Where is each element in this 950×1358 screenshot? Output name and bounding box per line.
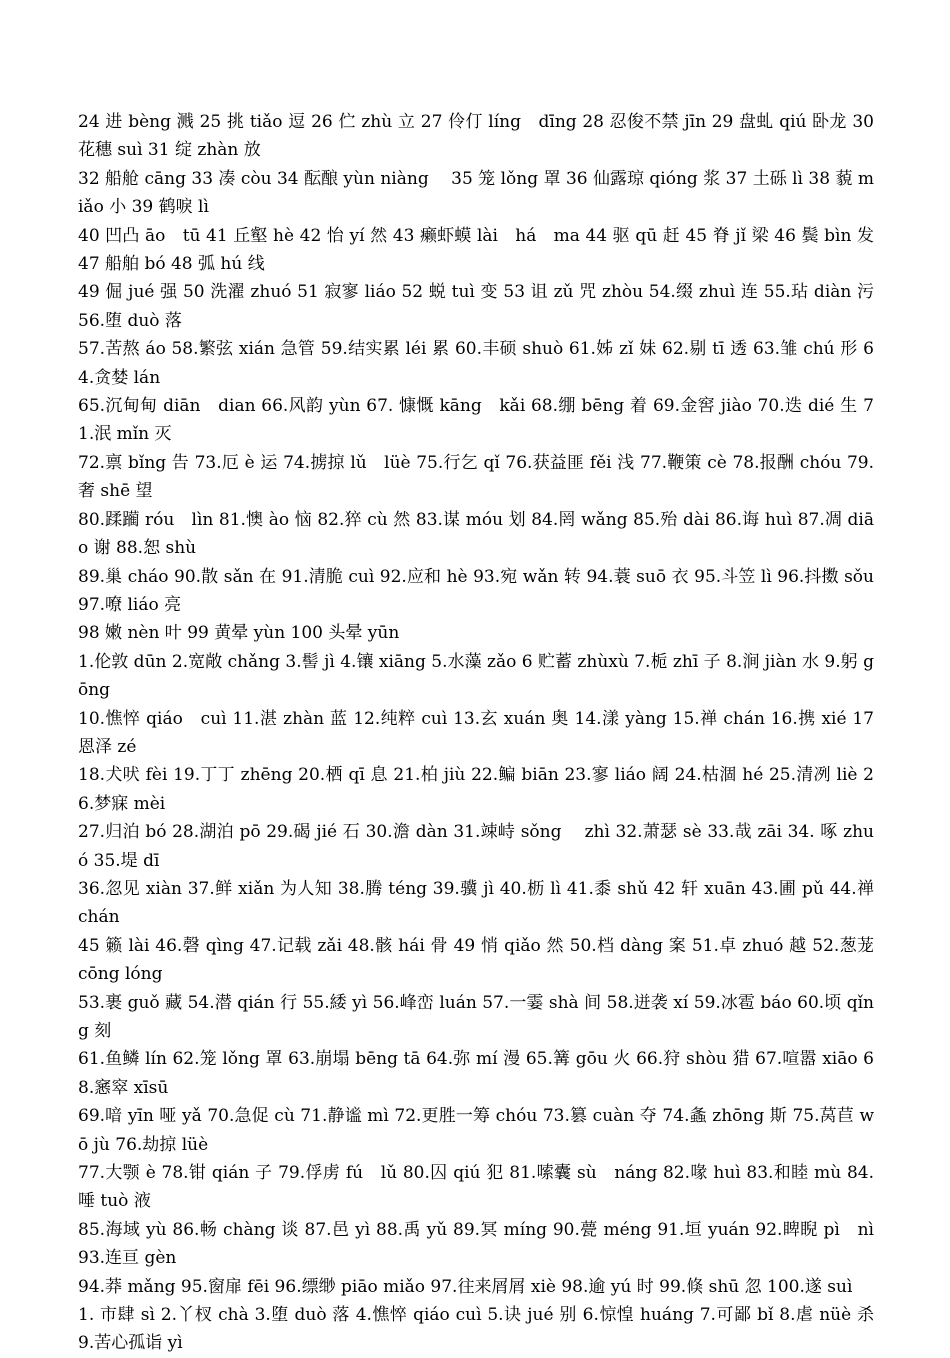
document-page — [78, 108, 880, 1358]
paragraph-7: 72.禀 bǐng 告 73.厄 è 运 74.掳掠 lǔ lüè 75.行乞 qǐ 76.获益匪 fěi 浅 77.鞭策 cè 78.报酬 chóu 79.奢 shē 望 — [78, 452, 874, 502]
paragraph-13: 18.犬吠 fèi 19.丁丁 zhēng 20.栖 qī 息 21.柏 jiù 22.鳊 biān 23.寥 liáo 阔 24.枯涸 hé 25.清冽 liè 26.梦寐 mèi — [78, 765, 874, 814]
paragraph-4: 49 倔 jué 强 50 洗濯 zhuó 51 寂寥 liáo 52 蜕 tuì 变 53 诅 zǔ 咒 zhòu 54.缀 zhuì 连 55.玷 diàn 污 56.堕 duò 落 — [78, 282, 880, 331]
paragraph-10: 98 嫩 nèn 叶 99 黄晕 yùn 100 头晕 yūn — [78, 623, 400, 644]
paragraph-17: 53.裹 guǒ 藏 54.潜 qián 行 55.緌 yì 56.峰峦 luán 57.一霎 shà 间 58.迸袭 xí 59.冰雹 báo 60.顷 qǐng 刻 — [78, 992, 874, 1041]
paragraph-16: 45 籁 lài 46.磬 qìng 47.记载 zǎi 48.骸 hái 骨 49 悄 qiǎo 然 50.档 dàng 案 51.卓 zhuó 越 52.葱茏 cōng lóng — [78, 935, 880, 985]
paragraph-20: 77.大颚 è 78.钳 qián 子 79.俘虏 fú lǔ 80.囚 qiú 犯 81.嗦囊 sù náng 82.喙 huì 83.和睦 mù 84.唾 tuò 液 — [78, 1163, 874, 1212]
paragraph-3: 40 凹凸 āo tū 41 丘壑 hè 42 怡 yí 然 43 癞虾蟆 lài há ma 44 驱 qū 赶 45 脊 jǐ 梁 46 鬓 bìn 发 47 船舶 bó 48 弧 hú 线 — [78, 225, 880, 275]
paragraph-19: 69.喑 yīn 哑 yǎ 70.急促 cù 71.静谧 mì 72.更胜一筹 chóu 73.篡 cuàn 夺 74.螽 zhōng 斯 75.莴苣 wō jù 76.劫掠 lüè — [78, 1106, 874, 1155]
paragraph-15: 36.忽见 xiàn 37.鲜 xiǎn 为人知 38.腾 téng 39.骥 jì 40.枥 lì 41.黍 shǔ 42 轩 xuān 43.圃 pǔ 44.禅 chán — [78, 878, 880, 928]
paragraph-6: 65.沉甸甸 diān dian 66.风韵 yùn 67. 慷慨 kāng kǎi 68.绷 bēng 着 69.金窖 jiào 70.迭 dié 生 71.泯 mǐn 灭 — [78, 396, 874, 445]
paragraph-9: 89.巢 cháo 90.散 sǎn 在 91.清脆 cuì 92.应和 hè 93.宛 wǎn 转 94.蓑 suō 衣 95.斗笠 lì 96.抖擞 sǒu 97.嘹 liáo 亮 — [78, 566, 880, 615]
paragraph-12: 10.憔悴 qiáo cuì 11.湛 zhàn 蓝 12.纯粹 cuì 13.玄 xuán 奥 14.漾 yàng 15.禅 chán 16.携 xié 17 恩泽 zé — [78, 708, 880, 757]
paragraph-23: 1. 市肆 sì 2.丫杈 chà 3.堕 duò 落 4.憔悴 qiáo cuì 5.诀 jué 别 6.惊惶 huáng 7.可鄙 bǐ 8.虐 nüè 杀 9.苦心孤诣 yì — [78, 1305, 880, 1354]
paragraph-2: 32 船舱 cāng 33 凑 còu 34 酝酿 yùn niàng 35 笼 lǒng 罩 36 仙露琼 qióng 浆 37 土砾 lì 38 藐 miǎo 小 39 鹤唳 lì — [78, 168, 874, 218]
paragraph-5: 57.苦熬 áo 58.繁弦 xián 急管 59.结实累 léi 累 60.丰硕 shuò 61.姊 zǐ 妹 62.剔 tī 透 63.雏 chú 形 64.贪婪 lán — [78, 339, 874, 388]
paragraph-14: 27.归泊 bó 28.湖泊 pō 29.碣 jié 石 30.澹 dàn 31.竦峙 sǒng zhì 32.萧瑟 sè 33.哉 zāi 34. 啄 zhuó 35.堤 dī — [78, 822, 874, 871]
paragraph-1: 24 进 bèng 溅 25 挑 tiǎo 逗 26 伫 zhù 立 27 伶仃 líng dīng 28 忍俊不禁 jīn 29 盘虬 qiú 卧龙 30 花穗 suì 31 绽 zhàn 放 — [78, 112, 880, 161]
paragraph-18: 61.鱼鳞 lín 62.笼 lǒng 罩 63.崩塌 bēng tā 64.弥 mí 漫 65.篝 gōu 火 66.狩 shòu 猎 67.喧嚣 xiāo 68.窸窣 xīsū — [78, 1049, 874, 1098]
paragraph-21: 85.海域 yù 86.畅 chàng 谈 87.邑 yì 88.禹 yǔ 89.冥 míng 90.甍 méng 91.垣 yuán 92.睥睨 pì nì 93.连亘 gèn — [78, 1219, 880, 1269]
paragraph-22: 94.莽 mǎng 95.窗扉 fēi 96.缥缈 piāo miǎo 97.往来屑屑 xiè 98.逾 yú 时 99.倏 shū 忽 100.遂 suì — [78, 1276, 853, 1297]
paragraph-8: 80.蹂躏 róu lìn 81.懊 ào 恼 82.猝 cù 然 83.谋 móu 划 84.罔 wǎng 85.殆 dài 86.诲 huì 87.凋 diāo 谢 88.恕 shù — [78, 509, 874, 559]
paragraph-11: 1.伦敦 dūn 2.宽敞 chǎng 3.髻 jì 4.镶 xiāng 5.水藻 zǎo 6 贮蓄 zhùxù 7.栀 zhī 子 8.涧 jiàn 水 9.躬 gōng — [78, 651, 874, 701]
